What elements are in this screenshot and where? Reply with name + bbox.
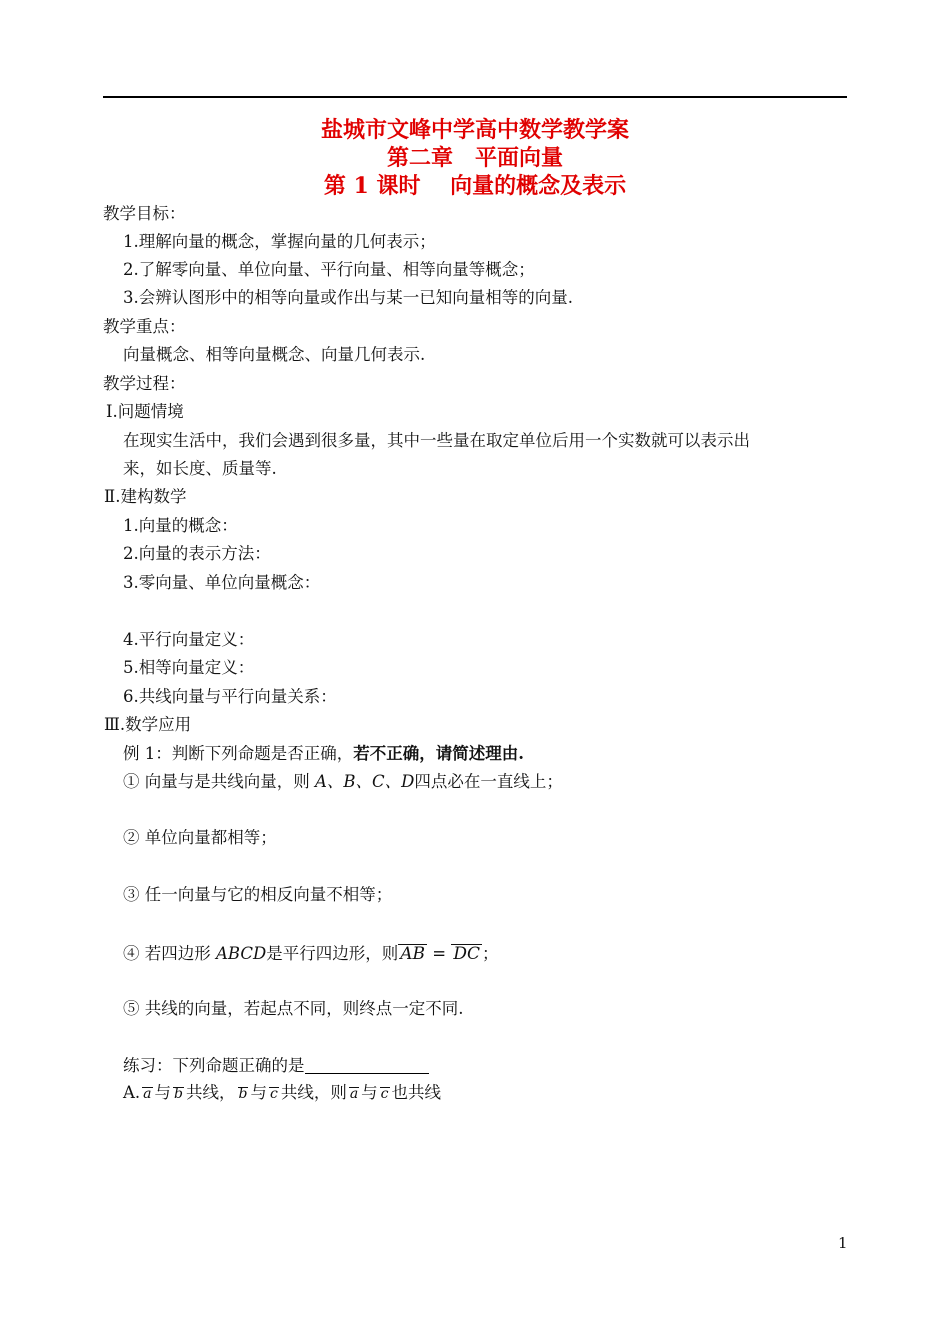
- q4-shape: ABCD: [216, 944, 267, 963]
- chapter-title: 第二章 平面向量: [386, 145, 563, 171]
- word-and: 与: [250, 1083, 267, 1102]
- concept-item: 4.平行向量定义：: [123, 630, 255, 649]
- example-intro: [123, 743, 524, 765]
- word-collinear-comma: 共线，: [186, 1083, 236, 1102]
- word-and: 与: [154, 1083, 172, 1102]
- concept-item: 5.相等向量定义：: [123, 658, 255, 677]
- question-1: [123, 771, 563, 793]
- vector-a: a: [349, 1086, 359, 1102]
- q1-prefix: ① 向量与是共线向量，则: [123, 772, 315, 791]
- school-title: 盐城市文峰中学高中数学教学案: [320, 117, 629, 143]
- process-heading: 教学过程：: [103, 374, 186, 393]
- example-intro-bold: 若不正确，请简述理由.: [353, 744, 524, 763]
- concept-item: 1.向量的概念：: [123, 516, 238, 535]
- word-and: 与: [361, 1083, 378, 1102]
- vector-c: c: [269, 1086, 278, 1102]
- question-2: ② 单位向量都相等；: [123, 828, 277, 847]
- q1-suffix: 四点必在一直线上；: [414, 772, 563, 791]
- word-also-collinear: 也共线: [391, 1083, 442, 1102]
- q4-equals: =: [426, 944, 452, 963]
- q1-points: A、B、C、D: [315, 772, 415, 791]
- focus-text: 向量概念、相等向量概念、向量几何表示.: [123, 345, 426, 364]
- objective-item: 3.会辨认图形中的相等向量或作出与某一已知向量相等的向量.: [123, 288, 573, 307]
- q4-prefix: ④ 若四边形: [123, 944, 216, 963]
- vector-ab: AB: [400, 944, 425, 964]
- word-collinear-then: 共线，则: [280, 1083, 347, 1102]
- option-a: [123, 1082, 441, 1104]
- page-number: 1: [838, 1234, 848, 1252]
- example-intro-text: 例 1：判断下列命题是否正确，: [123, 744, 354, 763]
- practice-prompt: [123, 1055, 429, 1077]
- option-a-prefix: A.: [123, 1083, 141, 1102]
- answer-blank[interactable]: [305, 1055, 429, 1074]
- objective-item: 1.理解向量的概念，掌握向量的几何表示；: [123, 232, 436, 251]
- practice-label: 练习：下列命题正确的是: [123, 1056, 305, 1075]
- section1-paragraph-line2: 来，如长度、质量等.: [123, 459, 277, 478]
- vector-a: a: [143, 1086, 152, 1102]
- lesson-title: 第 1 课时 向量的概念及表示: [323, 173, 627, 199]
- concept-item: 6.共线向量与平行向量关系：: [123, 687, 337, 706]
- section1-paragraph-line1: 在现实生活中，我们会遇到很多量，其中一些量在取定单位后用一个实数就可以表示出: [123, 431, 750, 450]
- header-rule: [103, 96, 847, 98]
- vector-b: b: [238, 1086, 248, 1102]
- section3-title: Ⅲ.数学应用: [104, 715, 192, 734]
- question-3: ③ 任一向量与它的相反向量不相等；: [123, 885, 393, 904]
- objective-item: 2.了解零向量、单位向量、平行向量、相等向量等概念；: [123, 260, 535, 279]
- focus-heading: 教学重点：: [103, 317, 186, 336]
- vector-b: b: [174, 1086, 183, 1102]
- section1-title: Ⅰ.问题情境: [106, 402, 184, 421]
- concept-item: 2.向量的表示方法：: [123, 544, 271, 563]
- section2-title: Ⅱ.建构数学: [104, 487, 187, 506]
- question-5: ⑤ 共线的向量，若起点不同，则终点一定不同.: [123, 999, 464, 1018]
- q4-mid: 是平行四边形，则: [266, 944, 399, 963]
- vector-c: c: [380, 1086, 389, 1102]
- objectives-heading: 教学目标：: [103, 204, 186, 223]
- vector-dc: DC: [453, 944, 480, 964]
- q4-suffix: ；: [481, 944, 499, 963]
- concept-item: 3.零向量、单位向量概念：: [123, 573, 321, 592]
- question-4: [123, 938, 498, 965]
